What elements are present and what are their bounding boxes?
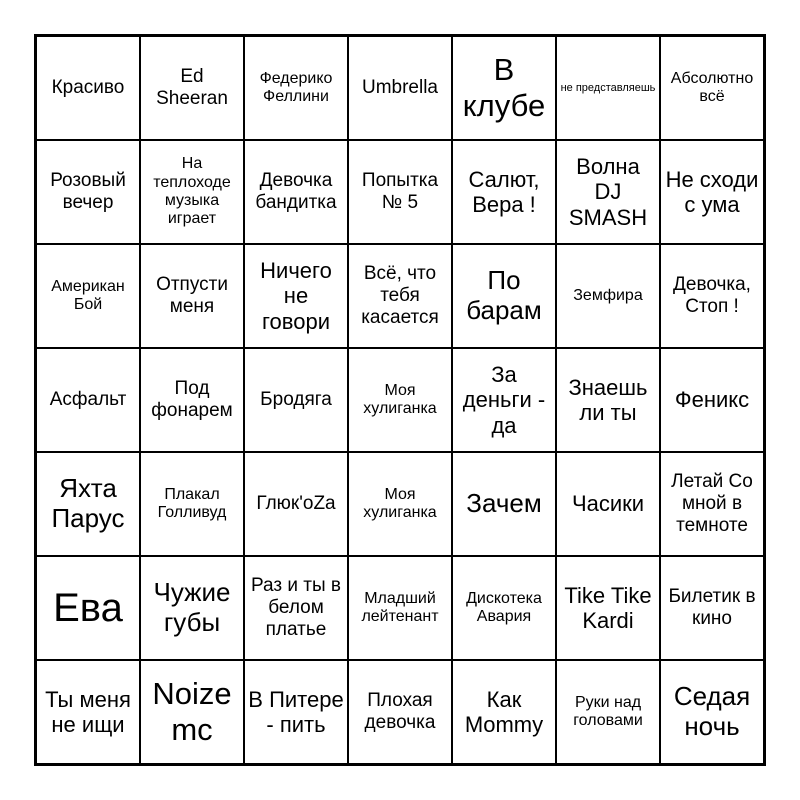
cell-label: Плохая девочка [364, 690, 436, 733]
bingo-cell[interactable] [140, 660, 244, 764]
bingo-cell[interactable] [452, 348, 556, 452]
bingo-cell[interactable] [140, 244, 244, 348]
cell-label: Билетик в кино [668, 586, 756, 629]
bingo-cell[interactable] [660, 452, 764, 556]
cell-label: Зачем [466, 488, 542, 519]
cell-label: Umbrella [361, 77, 439, 99]
bingo-cell[interactable] [452, 452, 556, 556]
cell-label: Руки над головами [573, 693, 643, 729]
cell-label: не представляешь [560, 81, 656, 94]
cell-label: Волна DJ SMASH [568, 154, 648, 230]
bingo-cell[interactable] [244, 452, 348, 556]
cell-label: Отпусти меня [156, 274, 228, 317]
bingo-cell[interactable] [556, 348, 660, 452]
cell-label: Асфальт [49, 389, 127, 411]
cell-label: Моя хулиганка [363, 381, 437, 417]
bingo-cell[interactable] [244, 244, 348, 348]
cell-label: Абсолютно всё [670, 69, 754, 105]
bingo-cell[interactable] [556, 36, 660, 140]
cell-label: Бродяга [260, 389, 332, 411]
bingo-cell[interactable] [244, 36, 348, 140]
bingo-cell[interactable] [140, 556, 244, 660]
cell-label: Салют, Вера ! [468, 166, 540, 217]
cell-label: Как Mommy [464, 686, 544, 737]
cell-label: Noize mc [152, 676, 232, 747]
cell-label: Плакал Голливуд [157, 485, 227, 521]
bingo-cell[interactable] [36, 556, 140, 660]
cell-label: Часики [571, 491, 645, 517]
cell-label: Земфира [573, 286, 643, 304]
bingo-cell[interactable] [244, 660, 348, 764]
bingo-cell[interactable] [36, 348, 140, 452]
bingo-cell[interactable] [36, 244, 140, 348]
cell-label: Дискотека Авария [466, 589, 542, 625]
cell-label: Летай Со мной в темноте [671, 471, 753, 536]
cell-label: Знаешь ли ты [568, 374, 648, 425]
bingo-cell[interactable] [452, 660, 556, 764]
bingo-cell[interactable] [140, 452, 244, 556]
bingo-cell[interactable] [660, 140, 764, 244]
bingo-cell[interactable] [660, 660, 764, 764]
bingo-cell[interactable] [244, 556, 348, 660]
cell-label: Моя хулиганка [363, 485, 437, 521]
cell-label: В Питере - пить [248, 686, 344, 737]
cell-label: Попытка № 5 [361, 170, 439, 213]
bingo-cell[interactable] [348, 348, 452, 452]
bingo-cell[interactable] [556, 140, 660, 244]
cell-label: В клубе [462, 52, 546, 123]
cell-label: Ничего не говори [260, 258, 332, 334]
cell-label: Девочка бандитка [255, 170, 337, 213]
bingo-cell[interactable] [452, 36, 556, 140]
bingo-cell[interactable] [140, 140, 244, 244]
cell-label: Раз и ты в белом платье [250, 575, 341, 640]
bingo-cell[interactable] [36, 660, 140, 764]
cell-label: Ed Sheeran [156, 66, 228, 109]
cell-label: Розовый вечер [50, 170, 126, 213]
bingo-cell[interactable] [452, 244, 556, 348]
bingo-cell[interactable] [660, 348, 764, 452]
bingo-cell[interactable] [36, 36, 140, 140]
cell-label: За деньги - да [462, 362, 546, 438]
cell-label: Седая ночь [673, 681, 751, 741]
bingo-cell[interactable] [660, 244, 764, 348]
bingo-cell[interactable] [348, 140, 452, 244]
bingo-cell[interactable] [556, 244, 660, 348]
cell-label: Ева [53, 586, 123, 630]
bingo-cell[interactable] [556, 556, 660, 660]
cell-label: Под фонарем [151, 378, 233, 421]
bingo-cell[interactable] [556, 660, 660, 764]
cell-label: Феникс [674, 387, 750, 413]
bingo-cell[interactable] [660, 36, 764, 140]
bingo-cell[interactable] [348, 660, 452, 764]
bingo-cell[interactable] [348, 556, 452, 660]
bingo-board [34, 34, 766, 766]
bingo-cell[interactable] [36, 452, 140, 556]
cell-label: Яхта Парус [51, 473, 125, 533]
cell-label: По барам [466, 265, 542, 325]
cell-label: Ты меня не ищи [45, 686, 131, 737]
cell-label: Не сходи с ума [665, 166, 759, 217]
bingo-cell[interactable] [660, 556, 764, 660]
cell-label: На теплоходе музыка играет [153, 155, 231, 228]
bingo-cell[interactable] [452, 140, 556, 244]
cell-label: Младший лейтенант [361, 589, 439, 625]
bingo-cell[interactable] [348, 452, 452, 556]
cell-label: Девочка, Стоп ! [673, 274, 751, 317]
cell-label: Tike Tike Kardi [564, 582, 652, 633]
cell-label: Американ Бой [51, 277, 125, 313]
bingo-cell[interactable] [348, 36, 452, 140]
bingo-cell[interactable] [244, 348, 348, 452]
bingo-cell[interactable] [244, 140, 348, 244]
bingo-cell[interactable] [348, 244, 452, 348]
bingo-cell[interactable] [556, 452, 660, 556]
bingo-cell[interactable] [140, 36, 244, 140]
cell-label: Глюк'oZa [256, 493, 336, 515]
bingo-cell[interactable] [140, 348, 244, 452]
cell-label: Всё, что тебя касается [361, 263, 439, 328]
cell-label: Красиво [51, 77, 125, 99]
bingo-cell[interactable] [36, 140, 140, 244]
bingo-cell[interactable] [452, 556, 556, 660]
cell-label: Федерико Феллини [259, 69, 333, 105]
cell-label: Чужие губы [153, 577, 231, 637]
